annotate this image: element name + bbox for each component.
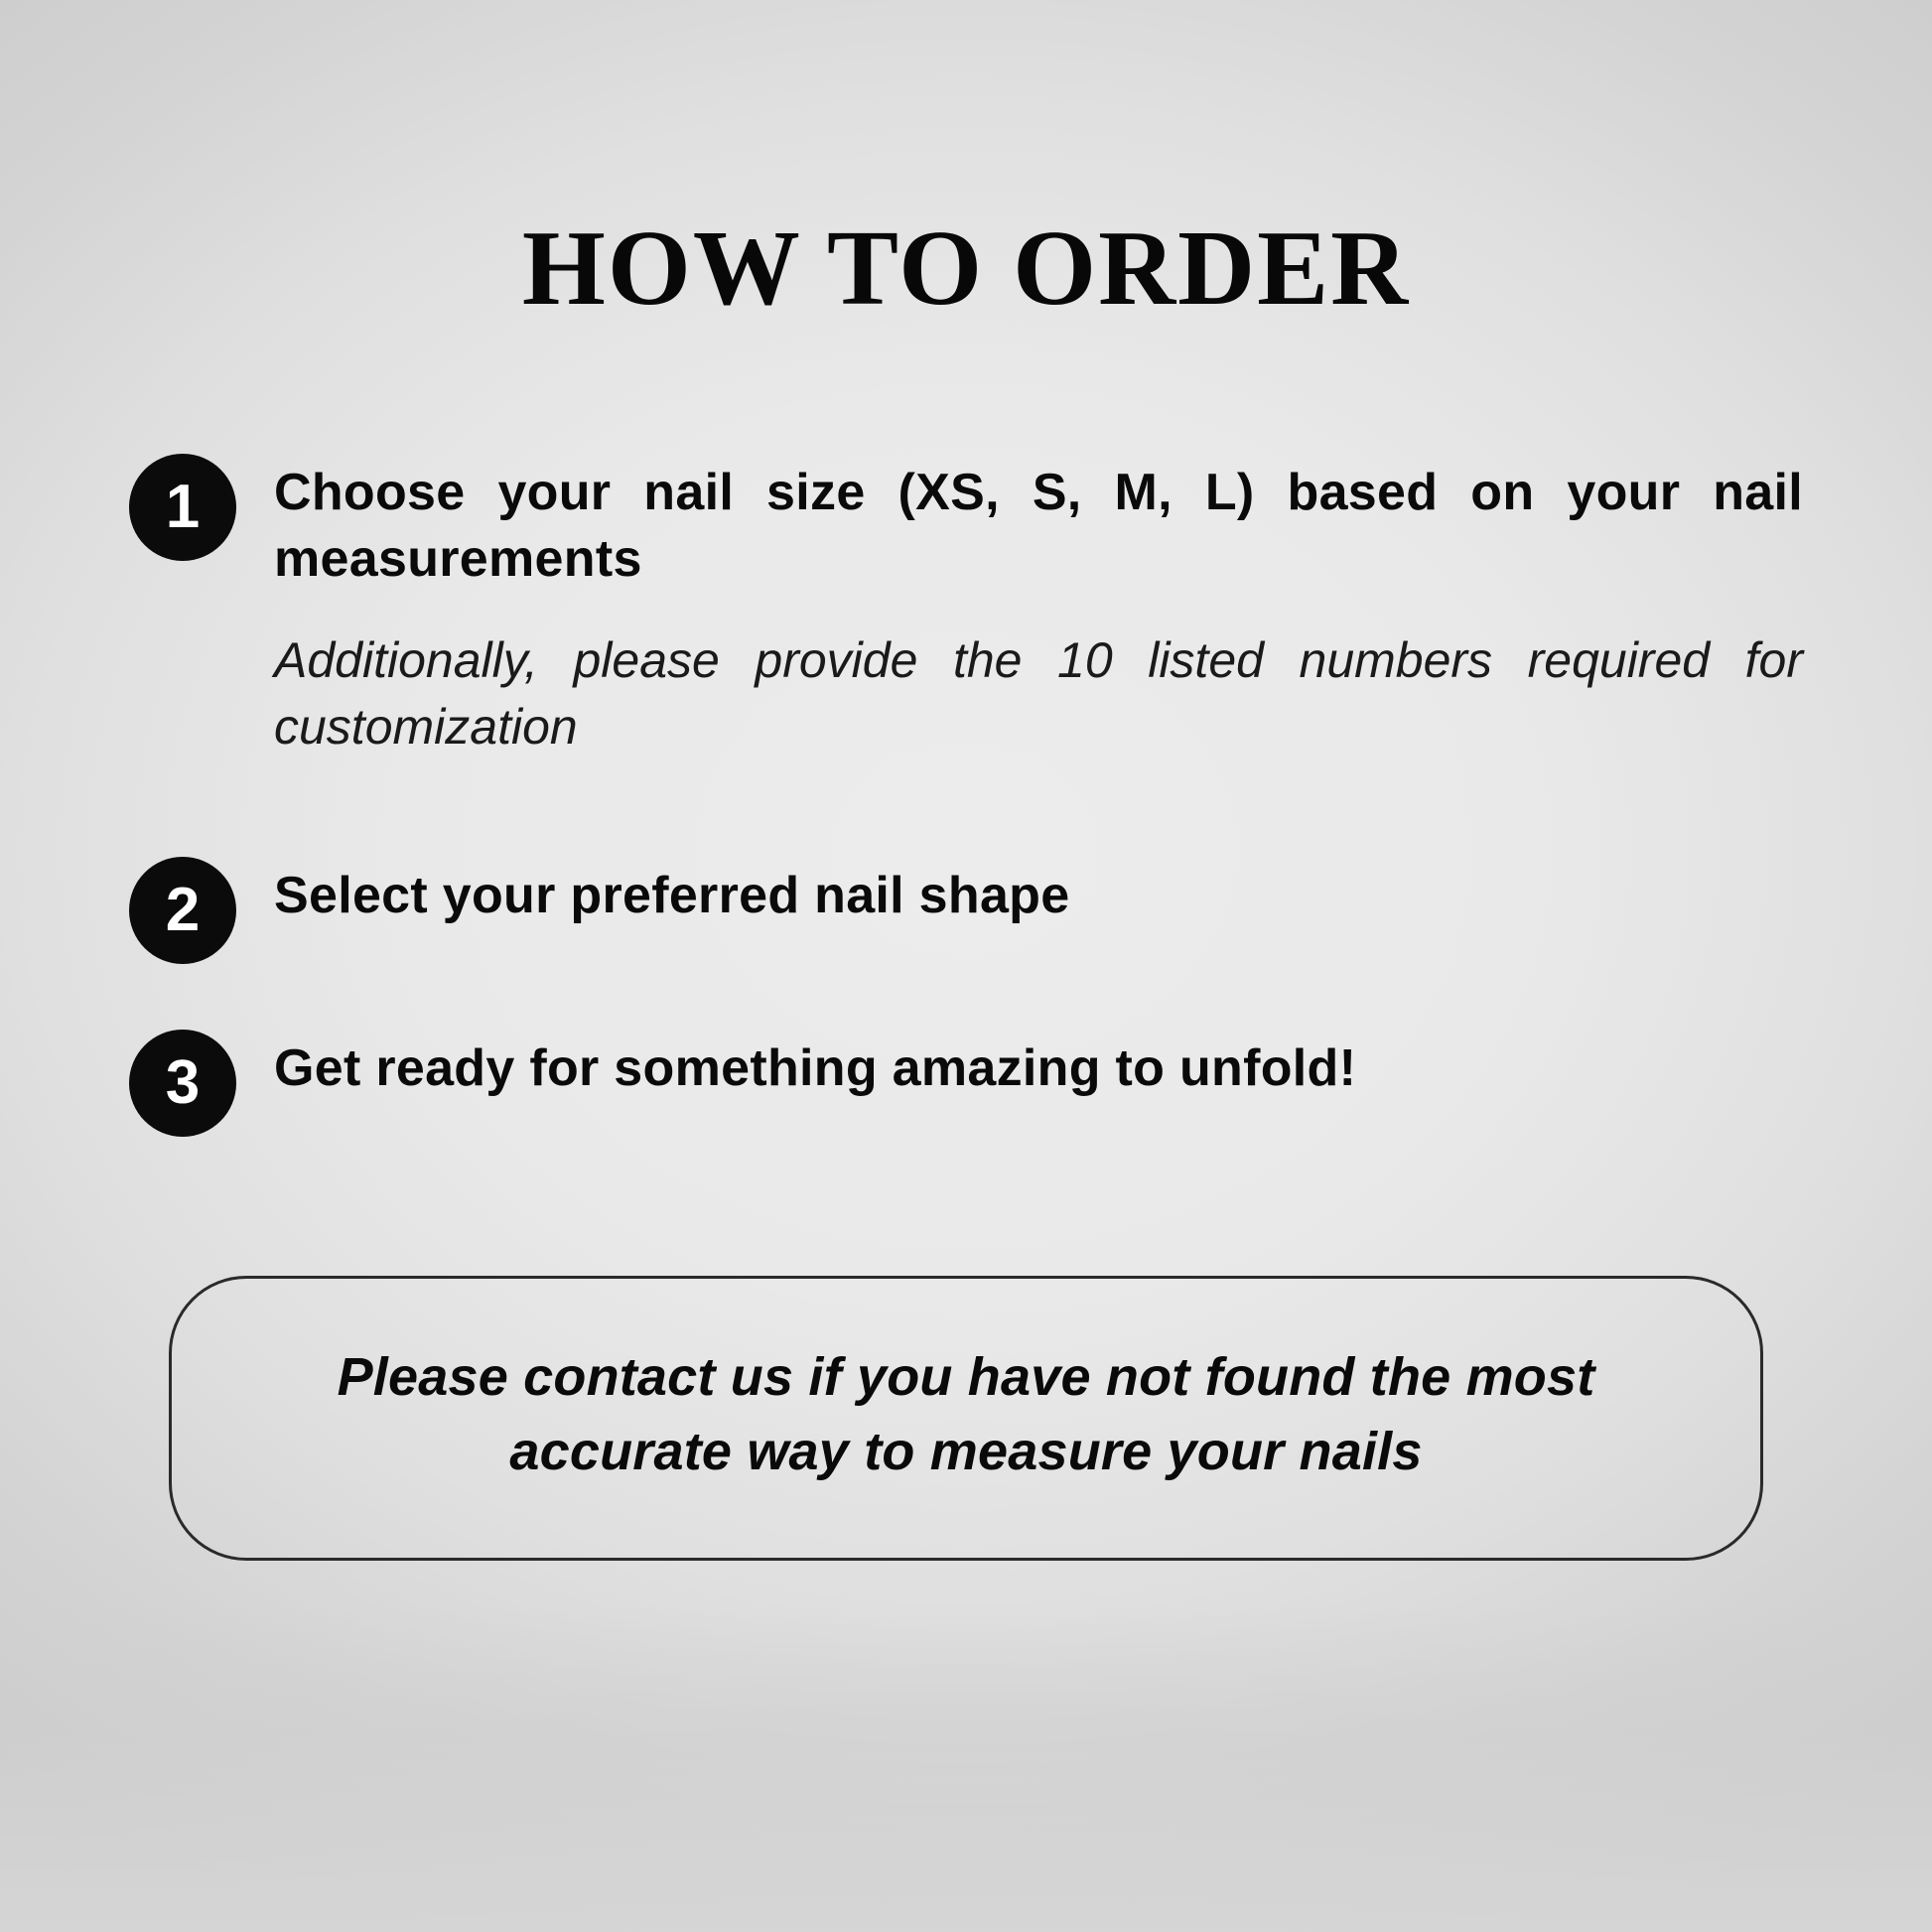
steps-list <box>129 454 1803 1137</box>
step-number-badge-3: 3 <box>129 1030 236 1137</box>
page-title: HOW TO ORDER <box>521 209 1411 328</box>
step-number-badge-1: 1 <box>129 454 236 561</box>
step-item-2 <box>129 857 1803 964</box>
step-item-3 <box>129 1030 1803 1137</box>
spacer-step-1-2 <box>129 761 1803 857</box>
step-item-1 <box>129 454 1803 761</box>
step-number-badge-2: 2 <box>129 857 236 964</box>
step-body-1 <box>274 454 1803 761</box>
step-subtext-1: Additionally, please provide the 10 listed numbers required for customization <box>274 631 1803 756</box>
step-body-3 <box>274 1030 1803 1103</box>
step-text-3: Get ready for something amazing to unfold! <box>274 1038 1357 1097</box>
spacer-step-2-3 <box>129 964 1803 1030</box>
step-text-1: Choose your nail size (XS, S, M, L) based on your nail measurements <box>274 463 1803 589</box>
step-body-2 <box>274 857 1803 930</box>
contact-note-box <box>169 1276 1763 1561</box>
contact-note-text: Please contact us if you have not found the most accurate way to measure your nails <box>337 1346 1595 1481</box>
step-text-2: Select your preferred nail shape <box>274 866 1070 924</box>
